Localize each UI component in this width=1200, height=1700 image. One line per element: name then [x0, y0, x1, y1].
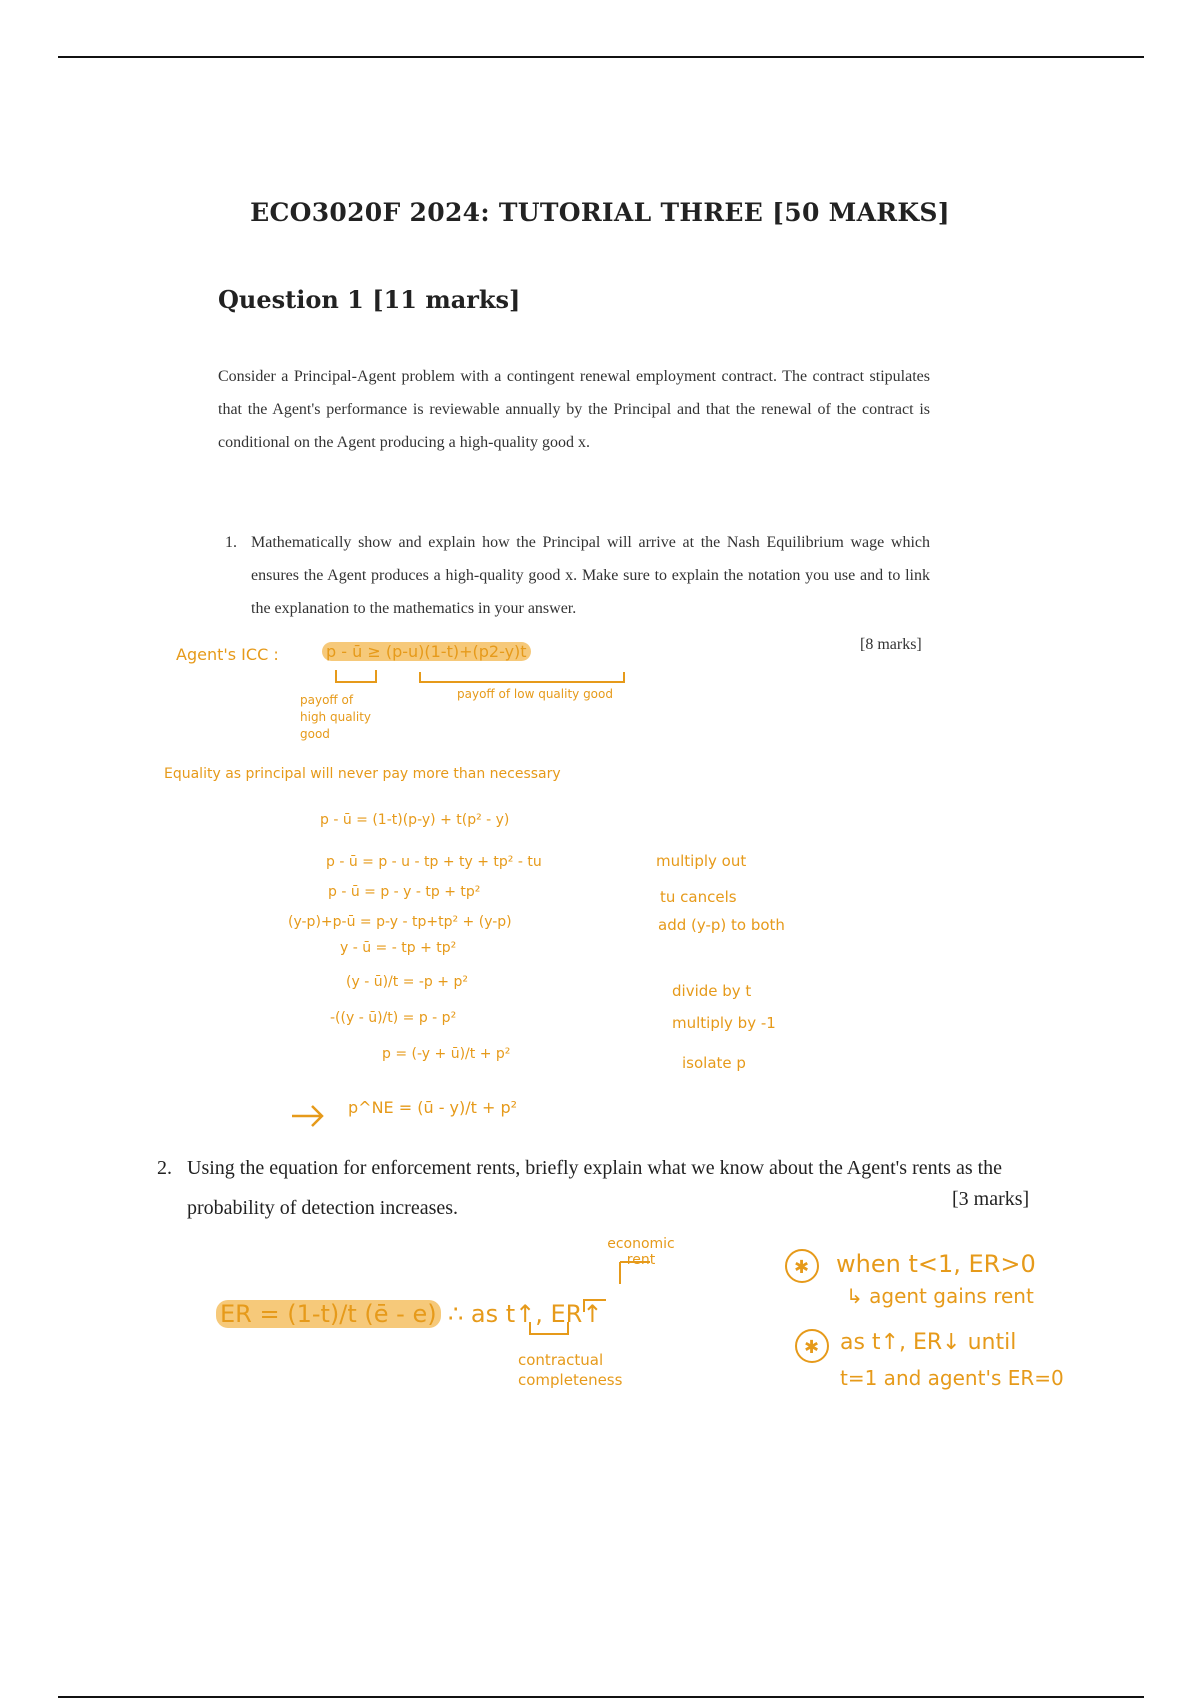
question-heading: Question 1 [11 marks] — [218, 285, 521, 314]
economic-rent-note: economic rent — [607, 1236, 675, 1268]
side-note-tu-cancels: tu cancels — [660, 888, 737, 906]
equality-note: Equality as principal will never pay more than necessary — [164, 766, 561, 782]
rent-note-1: when t<1, ER>0 — [836, 1250, 1036, 1278]
step-6: (y - ū)/t = -p + p² — [346, 974, 468, 990]
sub-question-2-marks: [3 marks] — [952, 1188, 1030, 1210]
step-2: p - ū = p - u - tp + ty + tp² - tu — [326, 854, 542, 870]
icc-label: Agent's ICC : — [176, 645, 279, 664]
side-note-isolate: isolate p — [682, 1054, 746, 1072]
step-7: -((y - ū)/t) = p - p² — [330, 1010, 457, 1026]
sub-question-1-number: 1. — [225, 534, 237, 551]
er-equation: ER = (1-t)/t (ē - e) — [216, 1300, 441, 1328]
side-note-divide: divide by t — [672, 982, 752, 1000]
question-intro: Consider a Principal-Agent problem with a contingent renewal employment contract. The contract stipulates that the Agent's performance is reviewable annually by the Principal and that the renewal of the contract is conditional on the Agent producing a high-quality good x. — [218, 368, 930, 451]
step-3: p - ū = p - y - tp + tp² — [328, 884, 481, 900]
payoff-low-note: payoff of low quality good — [457, 687, 613, 701]
page-title: ECO3020F 2024: TUTORIAL THREE [50 MARKS] — [250, 198, 950, 227]
sub-question-2-text: Using the equation for enforcement rents, briefly explain what we know about the Agent's rents as the probability of detection increases. — [187, 1157, 1003, 1219]
svg-text:✱: ✱ — [804, 1337, 820, 1358]
sub-question-1-marks: [8 marks] — [860, 636, 922, 653]
step-4: (y-p)+p-ū = p-y - tp+tp² + (y-p) — [288, 914, 512, 930]
rent-note-2: as t↑, ER↓ until — [840, 1330, 1017, 1355]
step-8: p = (-y + ū)/t + p² — [382, 1046, 511, 1062]
icc-equation: p - ū ≥ (p-u)(1-t)+(p2-y)t — [322, 642, 531, 661]
rent-note-1b: ↳ agent gains rent — [846, 1284, 1034, 1308]
payoff-high-note: payoff of high quality good — [300, 693, 372, 741]
sub-question-1-text: Mathematically show and explain how the Principal will arrive at the Nash Equilibrium wage which ensures the Agent produces a high-quality good x. Make sure to explain the notation you use and to link the explanation to the mathematics in your answer. — [251, 534, 930, 617]
side-note-multiply-neg: multiply by -1 — [672, 1014, 776, 1032]
sub-question-2 — [157, 1148, 1040, 1228]
side-note-multiply-out: multiply out — [656, 852, 747, 870]
final-wage: p^NE = (ū - y)/t + p² — [348, 1098, 518, 1117]
sub-question-2-number: 2. — [157, 1157, 172, 1179]
svg-text:✱: ✱ — [794, 1257, 810, 1278]
contractual-note: contractual completeness — [518, 1351, 623, 1389]
bottom-rule — [58, 1696, 1144, 1698]
er-therefore: ∴ as t↑, ER↑ — [448, 1300, 603, 1328]
step-5: y - ū = - tp + tp² — [340, 940, 457, 956]
step-1: p - ū = (1-t)(p-y) + t(p² - y) — [320, 812, 510, 828]
rent-note-2b: t=1 and agent's ER=0 — [840, 1366, 1064, 1390]
side-note-add: add (y-p) to both — [658, 916, 785, 934]
